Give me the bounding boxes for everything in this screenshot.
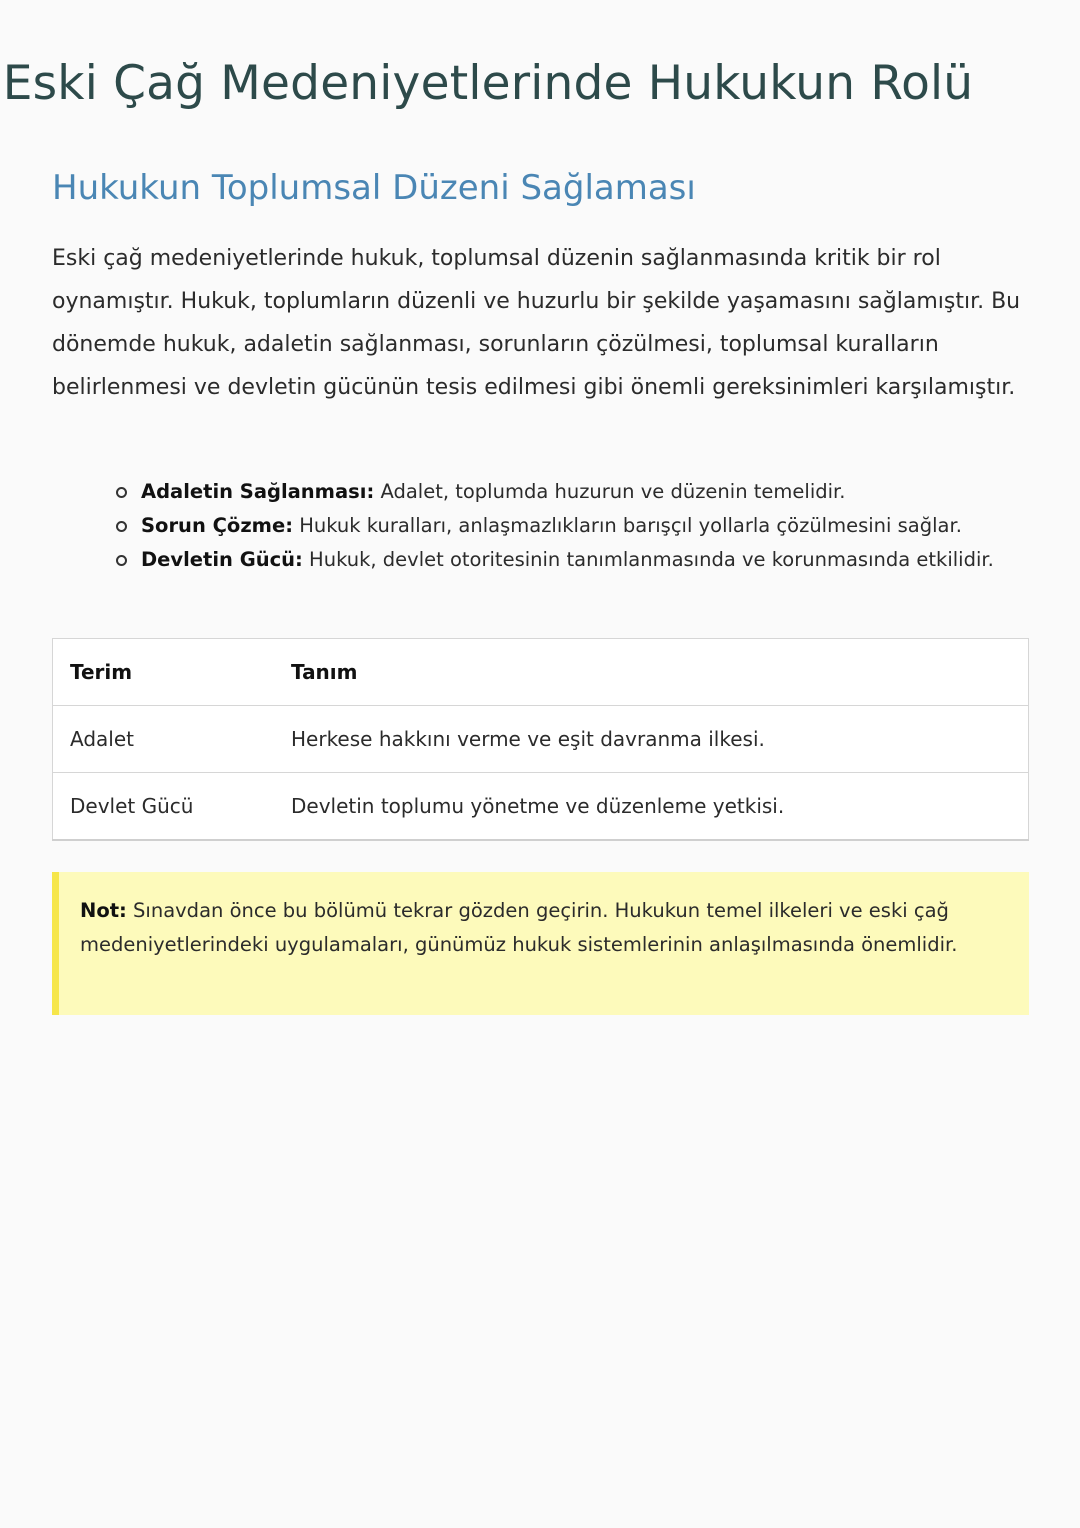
- bullet-circle-icon: [116, 555, 127, 566]
- table-cell-definition: Devletin toplumu yönetme ve düzenleme yetkisi.: [274, 773, 1029, 841]
- note-text: Sınavdan önce bu bölümü tekrar gözden geçirin. Hukukun temel ilkeleri ve eski çağ medeniyetlerindeki uygulamaları, günümüz hukuk sistemlerinin anlaşılmasında önemlidir.: [80, 899, 958, 956]
- bullet-term: Adaletin Sağlanması:: [141, 480, 375, 503]
- list-item: [114, 475, 1029, 509]
- bullet-term: Sorun Çözme:: [141, 514, 294, 537]
- table-cell-definition: Herkese hakkını verme ve eşit davranma ilkesi.: [274, 706, 1029, 773]
- bullet-text: Adalet, toplumda huzurun ve düzenin temelidir.: [374, 480, 846, 503]
- bullet-text: Hukuk kuralları, anlaşmazlıkların barışçıl yollarla çözülmesini sağlar.: [293, 514, 962, 537]
- intro-paragraph: Eski çağ medeniyetlerinde hukuk, toplumsal düzenin sağlanmasında kritik bir rol oynamıştır. Hukuk, toplumların düzenli ve huzurlu bir şekilde yaşamasını sağlamıştır. Bu dönemde hukuk, adaletin sağlanması, sorunların çözülmesi, toplumsal kuralların belirlenmesi ve devletin gücünün tesis edilmesi gibi önemli gereksinimleri karşılamıştır.: [52, 246, 1021, 400]
- table-row: [53, 706, 1029, 773]
- list-item: [114, 509, 1029, 543]
- table-cell-term: Adalet: [53, 706, 275, 773]
- bullet-list: [114, 475, 1029, 577]
- table-cell-term: Devlet Gücü: [53, 773, 275, 841]
- bullet-text: Hukuk, devlet otoritesinin tanımlanmasında ve korunmasında etkilidir.: [302, 548, 994, 571]
- bullet-term: Devletin Gücü:: [141, 548, 303, 571]
- note-label: Not:: [80, 899, 127, 922]
- page-title: Eski Çağ Medeniyetlerinde Hukukun Rolü: [2, 56, 974, 111]
- table-header-row: [53, 639, 1029, 706]
- column-header-term: Terim: [53, 639, 275, 706]
- column-header-definition: Tanım: [274, 639, 1029, 706]
- bullet-circle-icon: [116, 521, 127, 532]
- bullet-circle-icon: [116, 487, 127, 498]
- table-row: [53, 773, 1029, 841]
- note-callout: [52, 872, 1029, 1015]
- terms-table: [52, 638, 1029, 841]
- section-heading: Hukukun Toplumsal Düzeni Sağlaması: [52, 168, 696, 208]
- list-item: [114, 543, 1029, 577]
